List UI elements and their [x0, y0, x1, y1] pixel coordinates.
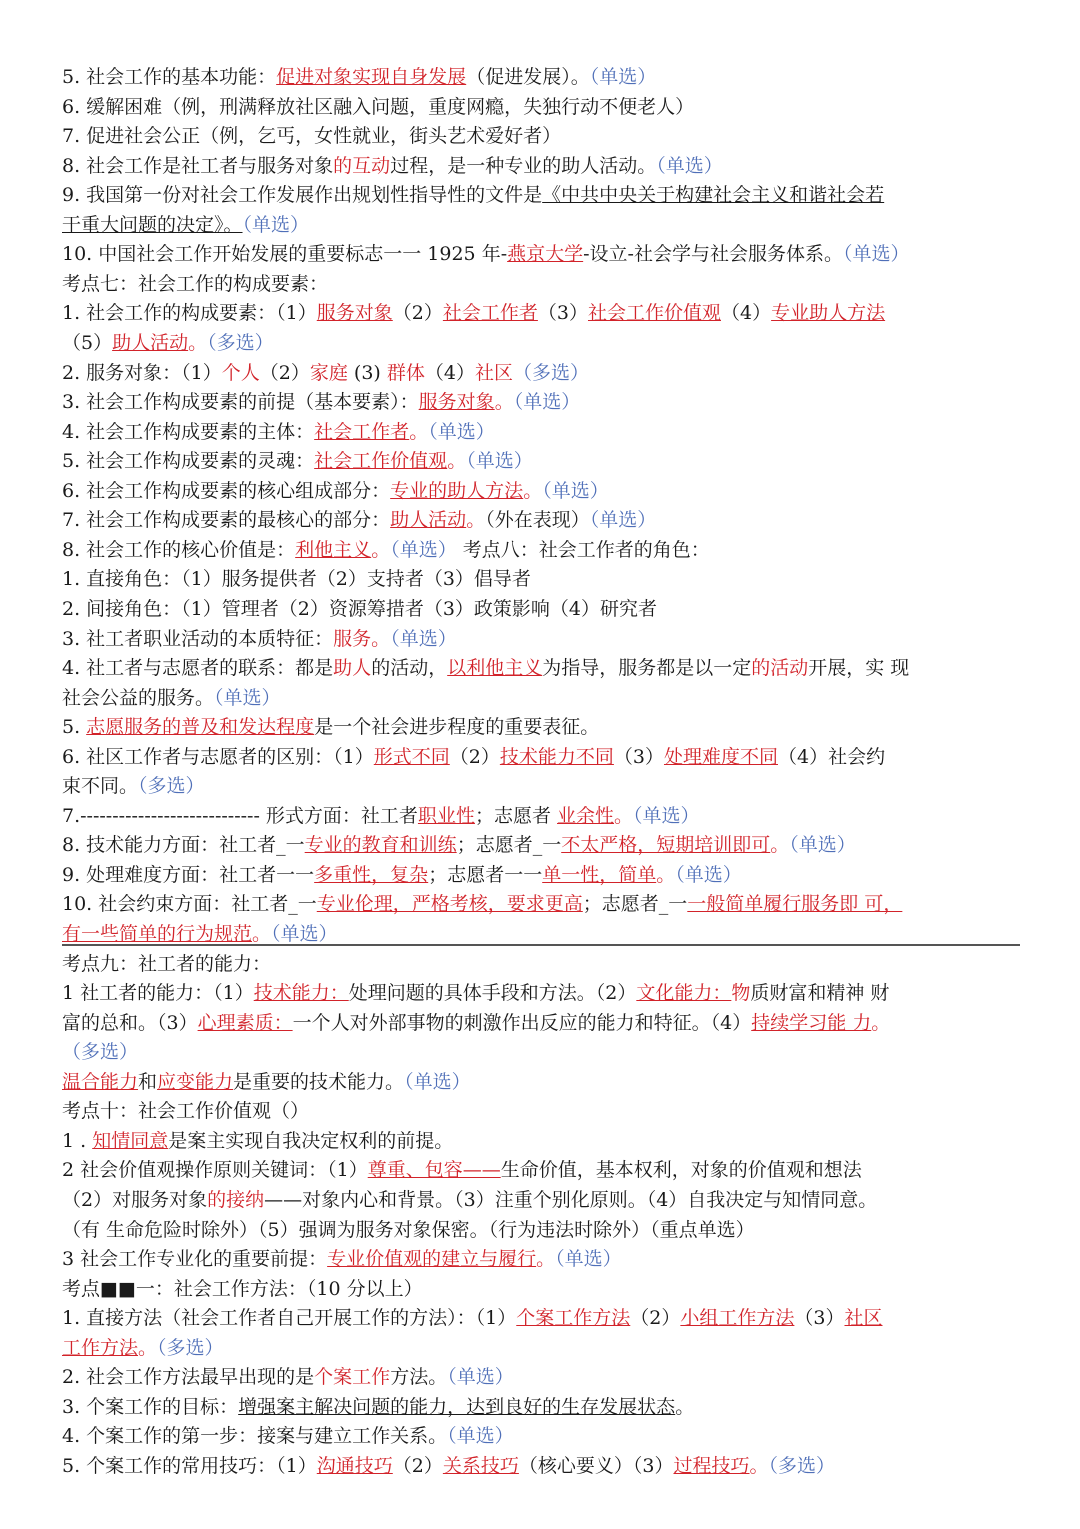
text-run: （核心要义）（3） [518, 1454, 674, 1477]
note-line [62, 1277, 1020, 1301]
key-answer: 专业助人方法 [771, 302, 886, 325]
key-answer: 温合能力 [62, 1070, 139, 1093]
key-answer: 技术能力： [253, 982, 349, 1005]
text-run: 5. 社会工作构成要素的灵魂： [62, 450, 315, 473]
key-answer: 工作方法 [62, 1336, 139, 1359]
key-answer: 社会工作者 [314, 420, 410, 443]
question-type-tag: （单选） [390, 538, 457, 561]
question-type-tag: （单选） [675, 863, 742, 886]
key-answer: 服务对象 [316, 302, 393, 325]
question-type-tag: （单选） [466, 450, 533, 473]
text-run: 是案主实现自我决定权利的前提。 [168, 1129, 454, 1152]
text-run: 6. 社会工作构成要素的核心组成部分： [62, 479, 391, 502]
text-run: 2. 社会工作方法最早出现的是 [62, 1366, 315, 1389]
note-line [62, 1454, 1020, 1478]
key-answer: 促进对象实现自身发展 [276, 66, 467, 88]
question-type-tag: （多选） [157, 1336, 224, 1359]
note-line [62, 952, 1020, 976]
text-run: 一个人对外部事物的刺激作出反应的能力和特征。（4） [292, 1011, 752, 1034]
key-answer: 单一性，简单 [542, 863, 657, 886]
note-line [62, 597, 1020, 621]
key-answer: 燕京大学 [507, 243, 584, 266]
text-run: （4）社会约 [778, 745, 886, 768]
key-answer: 专业的助人方法 [390, 479, 524, 502]
note-line [62, 567, 1020, 591]
question-type-tag: （单选） [542, 479, 609, 502]
text-run: 1. 直接方法（社会工作者自己开展工作的方法）：（1） [62, 1307, 517, 1330]
text-run: 考点七：社会工作的构成要素： [62, 272, 329, 295]
note-line [62, 1365, 1020, 1389]
question-type-tag: （多选） [768, 1454, 836, 1477]
text-run: 5. [62, 716, 87, 739]
key-answer: 尊重、包容—— [367, 1159, 501, 1182]
text-run: （促进发展）。 [466, 66, 590, 88]
note-line [62, 1306, 1020, 1330]
text-run: 考点十：社会工作价值观（） [62, 1100, 310, 1123]
text-run: 束不同。 [62, 775, 139, 798]
question-type-tag: （单选） [271, 923, 338, 945]
highlight-text: 群体 [386, 361, 425, 384]
note-line [62, 479, 1020, 503]
highlight-text: 。 [770, 834, 790, 857]
note-line [62, 1099, 1020, 1123]
note-line [62, 331, 1020, 355]
text-run: 4. 社会工作构成要素的主体： [62, 420, 315, 443]
underlined-text: 干重大问题的决定》。 [62, 213, 243, 236]
key-answer: 以利他主义 [447, 657, 543, 679]
note-line [62, 1336, 1020, 1360]
text-run: 。 [675, 1395, 695, 1418]
highlight-text: 。 [656, 863, 676, 886]
note-line [62, 892, 1020, 916]
text-run: 质财富和精神 财 [750, 982, 890, 1005]
text-run: 4. 社工者与志愿者的联系：都是 [62, 657, 334, 679]
text-run: ；志愿者_一 [582, 893, 688, 916]
highlight-text: 。 [409, 420, 429, 443]
note-line [62, 508, 1020, 532]
text-run: 考点九：社工者的能力： [62, 952, 272, 975]
key-answer: 志愿服务的普及和发达程度 [86, 716, 315, 739]
text-run: 2. 间接角色：（1）管理者（2）资源筹措者（3）政策影响（4）研究者 [62, 597, 658, 620]
key-answer: 知情同意 [92, 1129, 169, 1152]
highlight-text: 。 [466, 509, 486, 532]
key-answer: 多重性，复杂 [314, 863, 429, 886]
question-type-tag: （单选） [789, 834, 856, 857]
text-run: 3 社会工作专业化的重要前提： [62, 1248, 328, 1270]
highlight-text: 个人 [221, 361, 260, 384]
text-run: 6. 缓解困难（例，刑满释放社区融入问题，重度网瘾，失独行动不便老人） [62, 95, 695, 118]
key-answer: 应变能力 [157, 1070, 234, 1093]
text-run: （2）对服务对象 [62, 1188, 208, 1211]
question-type-tag: （多选） [513, 361, 590, 384]
question-type-tag: （单选） [555, 1248, 622, 1270]
key-answer: 助人活动 [112, 331, 189, 354]
key-answer: 服务对象 [418, 391, 495, 414]
note-line [62, 745, 1020, 769]
note-line [62, 833, 1020, 857]
key-answer: 小组工作方法 [680, 1307, 795, 1330]
highlight-text: 助人 [333, 657, 372, 679]
key-answer: 形式不同 [373, 745, 450, 768]
text-run: 是重要的技术能力。 [233, 1070, 405, 1093]
highlight-text: 。 [371, 538, 391, 561]
note-line [62, 922, 1020, 946]
note-line [62, 361, 1020, 385]
text-run: 8. 技术能力方面：社工者_一 [62, 834, 305, 857]
question-type-tag: （多选） [62, 1041, 139, 1064]
note-line [62, 804, 1020, 828]
text-run: 1. 直接角色：（1）服务提供者（2）支持者（3）倡导者 [62, 568, 531, 591]
text-run: 1 社工者的能力：（1） [62, 982, 254, 1005]
question-type-tag: （单选） [447, 1366, 514, 1389]
highlight-text: 。 [188, 331, 208, 354]
note-line [62, 1011, 1020, 1035]
question-type-tag: （单选） [404, 1070, 471, 1093]
question-type-tag: （单选） [428, 420, 495, 443]
text-run: 7. 社会工作构成要素的最核心的部分： [62, 509, 391, 532]
text-run: （2） [392, 1454, 443, 1477]
note-line [62, 1040, 1020, 1064]
text-run: 6. 社区工作者与志愿者的区别：（1） [62, 745, 374, 768]
note-line [62, 1395, 1020, 1419]
note-line [62, 1218, 1020, 1242]
text-run: 的活动， [371, 657, 448, 679]
note-line [62, 863, 1020, 887]
key-answer: 个案工作方法 [516, 1307, 631, 1330]
key-answer: 技术能力不同 [499, 745, 614, 768]
text-run: 考点■■一：社会工作方法：（10 分以上） [62, 1277, 423, 1300]
key-answer: 社会工作价值观 [314, 450, 448, 473]
text-run: 3. 社会工作构成要素的前提（基本要素）： [62, 391, 419, 414]
key-answer: 社区 [844, 1307, 883, 1330]
highlight-text: 。 [252, 923, 272, 945]
question-type-tag: （单选） [633, 804, 700, 827]
note-line [62, 65, 1020, 89]
question-type-tag: （单选） [242, 213, 310, 236]
note-line [62, 1158, 1020, 1182]
note-line [62, 449, 1020, 473]
highlight-text: 。 [138, 1336, 158, 1359]
text-run: 生命价值，基本权利，对象的价值观和想法 [500, 1159, 862, 1182]
text-run: 2. 服务对象：（1） [62, 361, 222, 384]
text-run: 方法。 [390, 1366, 448, 1389]
text-run: 4. 个案工作的第一步：接案与建立工作关系。 [62, 1425, 448, 1448]
text-run: 7.---------------------------- 形式方面：社工者 [62, 804, 418, 827]
text-run: 1 . [62, 1129, 93, 1152]
note-line [62, 154, 1020, 178]
note-line [62, 715, 1020, 739]
text-run: 8. 社会工作的核心价值是： [62, 538, 296, 561]
text-run: （3） [794, 1307, 845, 1330]
key-answer: 业余性 [557, 804, 615, 827]
text-run: ；志愿者 [474, 804, 557, 827]
highlight-text: 的活动 [751, 657, 809, 679]
note-line [62, 1188, 1020, 1212]
highlight-text: 社区 [475, 361, 514, 384]
text-run: 10. 社会约束方面：社工者_一 [62, 893, 317, 916]
question-type-tag: （单选） [447, 1425, 514, 1448]
key-answer: 过程技巧 [673, 1454, 750, 1477]
key-answer: 专业价值观的建立与履行 [327, 1248, 537, 1270]
note-line [62, 627, 1020, 651]
text-run: -设立-社会学与社会服务体系。 [583, 243, 843, 266]
note-line [62, 242, 1020, 266]
text-run: （2） [392, 302, 443, 325]
note-line [62, 1424, 1020, 1448]
highlight-text: 。 [523, 479, 543, 502]
question-type-tag: （单选） [589, 66, 657, 88]
note-line [62, 301, 1020, 325]
text-run: 社会公益的服务。 [62, 686, 215, 709]
question-type-tag: （单选） [589, 509, 657, 532]
question-type-tag: （单选） [214, 686, 281, 709]
text-run: 9. 我国第一份对社会工作发展作出规划性指导性的文件是 [62, 184, 543, 207]
text-run: 5. 社会工作的基本功能： [62, 66, 277, 88]
text-run: 是一个社会进步程度的重要表征。 [314, 716, 600, 739]
key-answer: 沟通技巧 [316, 1454, 393, 1477]
text-run: 10. 中国社会工作开始发展的重要标志一一 1925 年- [62, 243, 508, 266]
question-type-tag: （多选） [207, 331, 274, 354]
note-line [62, 538, 1020, 562]
text-run: ；志愿者一一 [428, 863, 543, 886]
text-run: （2） [630, 1307, 681, 1330]
text-run: 9. 处理难度方面：社工者一一 [62, 863, 315, 886]
note-line [62, 774, 1020, 798]
note-line [62, 1129, 1020, 1153]
underlined-text: 《中共中央关于构建社会主义和谐社会若 [542, 184, 885, 207]
note-line [62, 686, 1020, 710]
key-answer: 专业伦理，严格考核，要求更高 [316, 893, 583, 916]
text-run: 开展，实 现 [808, 657, 910, 679]
highlight-text: 个案工作 [314, 1366, 391, 1389]
highlight-text: 家庭 [309, 361, 348, 384]
highlight-text: 。 [749, 1454, 769, 1477]
text-run: ——对象内心和背景。（3）注重个别化原则。（4）自我决定与知情同意。 [264, 1188, 878, 1211]
highlight-text: 服务。 [333, 627, 391, 650]
text-run: （3） [537, 302, 588, 325]
note-line [62, 656, 1020, 680]
text-run: （5） [62, 331, 113, 354]
key-answer: 处理难度不同 [663, 745, 778, 768]
text-run: (3) [347, 361, 387, 384]
text-run: （3） [613, 745, 664, 768]
text-run: 富的总和。（3） [62, 1011, 198, 1034]
text-run: 7. 促进社会公正（例，乞丐，女性就业，街头艺术爱好者） [62, 125, 562, 148]
key-answer: 职业性 [417, 804, 475, 827]
text-run: 2 社会价值观操作原则关键词：（1） [62, 1159, 368, 1182]
underlined-text: 增强案主解决问题的能力，达到良好的生存发展状态 [238, 1395, 676, 1418]
note-line [62, 213, 1020, 237]
text-run: （4） [424, 361, 475, 384]
question-type-tag: （单选） [513, 391, 581, 414]
note-line [62, 420, 1020, 444]
text-run: （2） [449, 745, 500, 768]
note-line [62, 1070, 1020, 1094]
note-line [62, 1247, 1020, 1271]
note-line [62, 390, 1020, 414]
highlight-text: 的互动 [333, 154, 391, 177]
key-answer: 一般简单履行服务即 可， [687, 893, 903, 916]
text-run: 过程，是一种专业的助人活动。 [390, 154, 657, 177]
text-run: 5. 个案工作的常用技巧：（1） [62, 1454, 317, 1477]
text-run: （4） [721, 302, 772, 325]
key-answer: 不太严格，短期培训即可 [561, 834, 771, 857]
highlight-text: 。 [536, 1248, 556, 1270]
key-answer: 有一些简单的行为规范 [62, 923, 253, 945]
question-type-tag: （单选） [390, 627, 457, 650]
question-type-tag: （单选） [842, 243, 910, 266]
highlight-text: 物 [731, 982, 751, 1005]
key-answer: 专业的教育和训练 [304, 834, 457, 857]
text-run: 3. 个案工作的目标： [62, 1395, 239, 1418]
text-run: 和 [138, 1070, 158, 1093]
key-answer: 社会工作价值观 [587, 302, 721, 325]
note-line [62, 981, 1020, 1005]
note-line [62, 183, 1020, 207]
text-run: （外在表现） [485, 509, 590, 532]
question-type-tag: （多选） [138, 775, 205, 798]
text-run: （有 生命危险时除外）（5）强调为服务对象保密。（行为违法时除外）（重点单选） [62, 1218, 755, 1241]
text-run: ；志愿者_一 [456, 834, 562, 857]
highlight-text: 。 [871, 1011, 891, 1034]
text-run: 8. 社会工作是社工者与服务对象 [62, 154, 334, 177]
text-run: 3. 社工者职业活动的本质特征： [62, 627, 334, 650]
text-run: （2） [259, 361, 310, 384]
note-line [62, 272, 1020, 296]
key-answer: 助人活动 [390, 509, 467, 532]
key-answer: 持续学习能 力 [751, 1011, 872, 1034]
note-line [62, 124, 1020, 148]
key-answer: 利他主义 [295, 538, 372, 561]
key-answer: 关系技巧 [442, 1454, 519, 1477]
text-run: 考点八：社会工作者的角色： [456, 538, 710, 561]
highlight-text: 。 [494, 391, 514, 414]
text-run: 为指导，服务都是以一定 [542, 657, 752, 679]
highlight-text: 的接纳 [207, 1188, 265, 1211]
key-answer: 文化能力： [636, 982, 732, 1005]
text-run: 1. 社会工作的构成要素：（1） [62, 302, 317, 325]
key-answer: 心理素质： [197, 1011, 293, 1034]
highlight-text: 。 [614, 804, 634, 827]
highlight-text: 。 [447, 450, 467, 473]
note-line [62, 95, 1020, 119]
key-answer: 社会工作者 [442, 302, 538, 325]
question-type-tag: （单选） [656, 154, 723, 177]
text-run: 处理问题的具体手段和方法。（2） [348, 982, 637, 1005]
